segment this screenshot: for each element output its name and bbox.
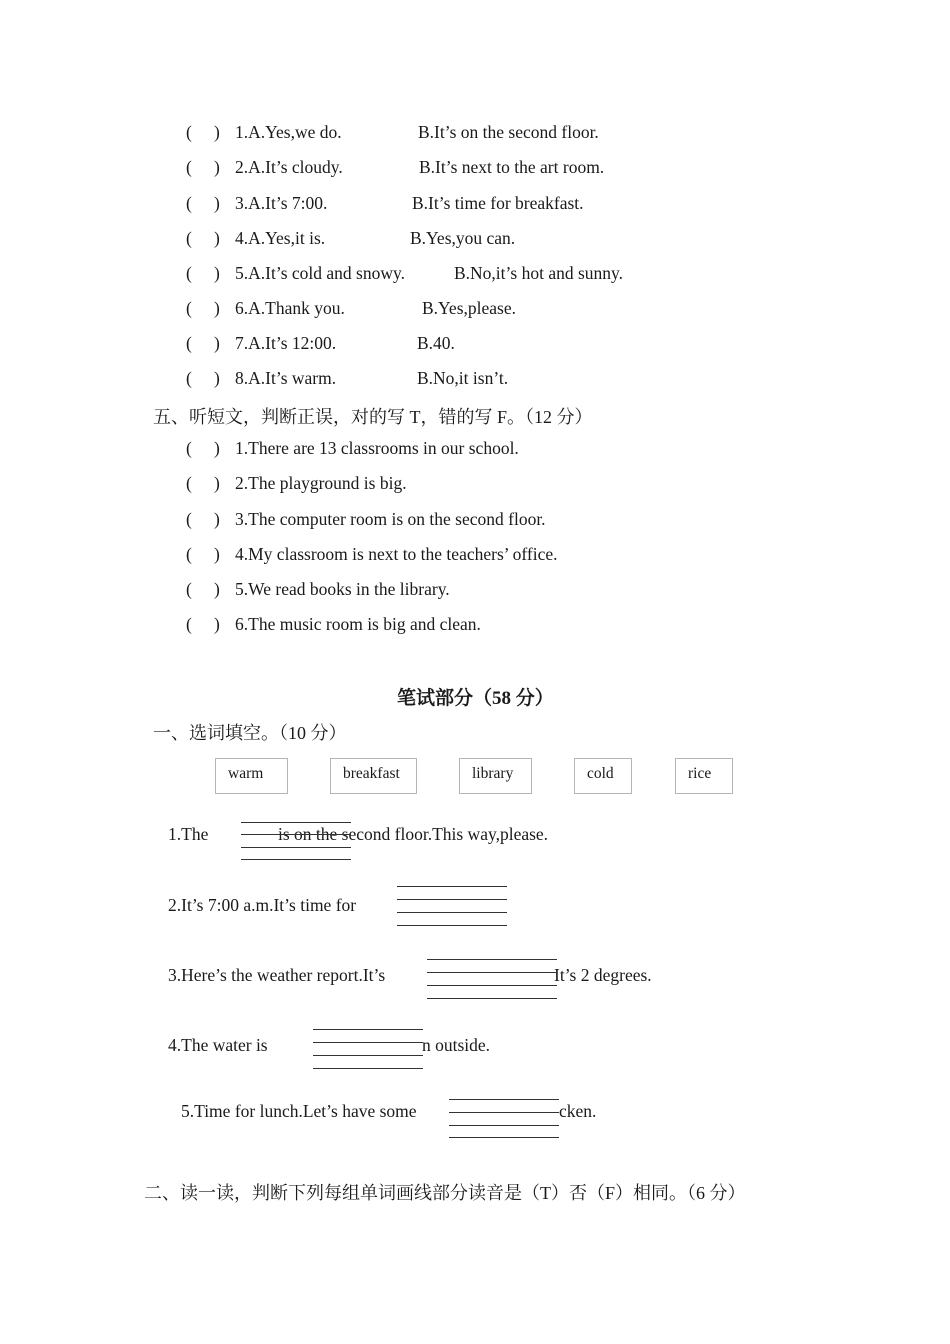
written-part-title: 笔试部分（58 分） (397, 688, 554, 709)
answer-paren-open: ( (186, 614, 192, 634)
answer-paren-close: ) (214, 614, 220, 634)
answer-paren-open: ( (186, 157, 192, 177)
option-a-text: 8.A.It’s warm. (235, 368, 337, 388)
option-a-text: 6.A.Thank you. (235, 298, 345, 318)
option-a-text: 3.A.It’s 7:00. (235, 193, 328, 213)
written-section-one-title: 一、选词填空。（10 分） (153, 723, 347, 743)
option-b-text: B.It’s time for breakfast. (412, 193, 584, 213)
answer-paren-close: ) (214, 228, 220, 248)
answer-paren-open: ( (186, 122, 192, 142)
answer-blank[interactable] (397, 886, 507, 926)
answer-paren-close: ) (214, 473, 220, 493)
answer-paren-open: ( (186, 298, 192, 318)
sentence-text-after: cken. (559, 1101, 597, 1121)
answer-paren-open: ( (186, 368, 192, 388)
answer-paren-open: ( (186, 193, 192, 213)
answer-paren-close: ) (214, 298, 220, 318)
sentence-text-before: 4.The water is (168, 1035, 268, 1055)
option-b-text: B.It’s next to the art room. (419, 157, 605, 177)
statement-text: 5.We read books in the library. (235, 579, 450, 599)
answer-paren-close: ) (214, 509, 220, 529)
word-box-breakfast: breakfast (330, 758, 417, 794)
sentence-text-after: is on the second floor.This way,please. (278, 824, 549, 844)
sentence-text-before: 3.Here’s the weather report.It’s (168, 965, 386, 985)
answer-paren-open: ( (186, 228, 192, 248)
option-a-text: 4.A.Yes,it is. (235, 228, 326, 248)
answer-paren-open: ( (186, 333, 192, 353)
option-b-text: B.It’s on the second floor. (418, 122, 599, 142)
option-b-text: B.Yes,you can. (410, 228, 516, 248)
option-a-text: 7.A.It’s 12:00. (235, 333, 337, 353)
option-b-text: B.No,it isn’t. (417, 368, 509, 388)
sentence-text-before: 5.Time for lunch.Let’s have some (181, 1101, 417, 1121)
sentence-text-after: n outside. (422, 1035, 491, 1055)
answer-paren-open: ( (186, 263, 192, 283)
answer-paren-close: ) (214, 544, 220, 564)
answer-blank[interactable] (241, 822, 351, 862)
word-box-library: library (459, 758, 532, 794)
statement-text: 4.My classroom is next to the teachers’ office. (235, 544, 558, 564)
option-a-text: 2.A.It’s cloudy. (235, 157, 343, 177)
answer-paren-close: ) (214, 579, 220, 599)
answer-blank[interactable] (449, 1099, 559, 1139)
statement-text: 6.The music room is big and clean. (235, 614, 481, 634)
option-a-text: 5.A.It’s cold and snowy. (235, 263, 405, 283)
option-b-text: B.Yes,please. (422, 298, 516, 318)
written-section-two-title: 二、读一读，判断下列每组单词画线部分读音是（T）否（F）相同。（6 分） (144, 1183, 746, 1203)
answer-blank[interactable] (427, 959, 557, 999)
answer-paren-close: ) (214, 333, 220, 353)
answer-paren-close: ) (214, 122, 220, 142)
answer-paren-close: ) (214, 193, 220, 213)
section-five-title: 五、听短文，判断正误，对的写 T，错的写 F。（12 分） (153, 407, 593, 427)
statement-text: 2.The playground is big. (235, 473, 407, 493)
answer-paren-open: ( (186, 438, 192, 458)
answer-paren-open: ( (186, 579, 192, 599)
answer-blank[interactable] (313, 1029, 423, 1069)
word-box-warm: warm (215, 758, 288, 794)
statement-text: 1.There are 13 classrooms in our school. (235, 438, 519, 458)
answer-paren-open: ( (186, 544, 192, 564)
word-box-rice: rice (675, 758, 733, 794)
answer-paren-close: ) (214, 368, 220, 388)
option-b-text: B.No,it’s hot and sunny. (454, 263, 624, 283)
word-box-cold: cold (574, 758, 632, 794)
sentence-text-before: 1.The (168, 824, 209, 844)
statement-text: 3.The computer room is on the second floor. (235, 509, 546, 529)
answer-paren-close: ) (214, 157, 220, 177)
answer-paren-close: ) (214, 263, 220, 283)
sentence-text-before: 2.It’s 7:00 a.m.It’s time for (168, 895, 357, 915)
answer-paren-open: ( (186, 509, 192, 529)
sentence-text-after: It’s 2 degrees. (554, 965, 652, 985)
answer-paren-open: ( (186, 473, 192, 493)
option-b-text: B.40. (417, 333, 455, 353)
option-a-text: 1.A.Yes,we do. (235, 122, 342, 142)
answer-paren-close: ) (214, 438, 220, 458)
